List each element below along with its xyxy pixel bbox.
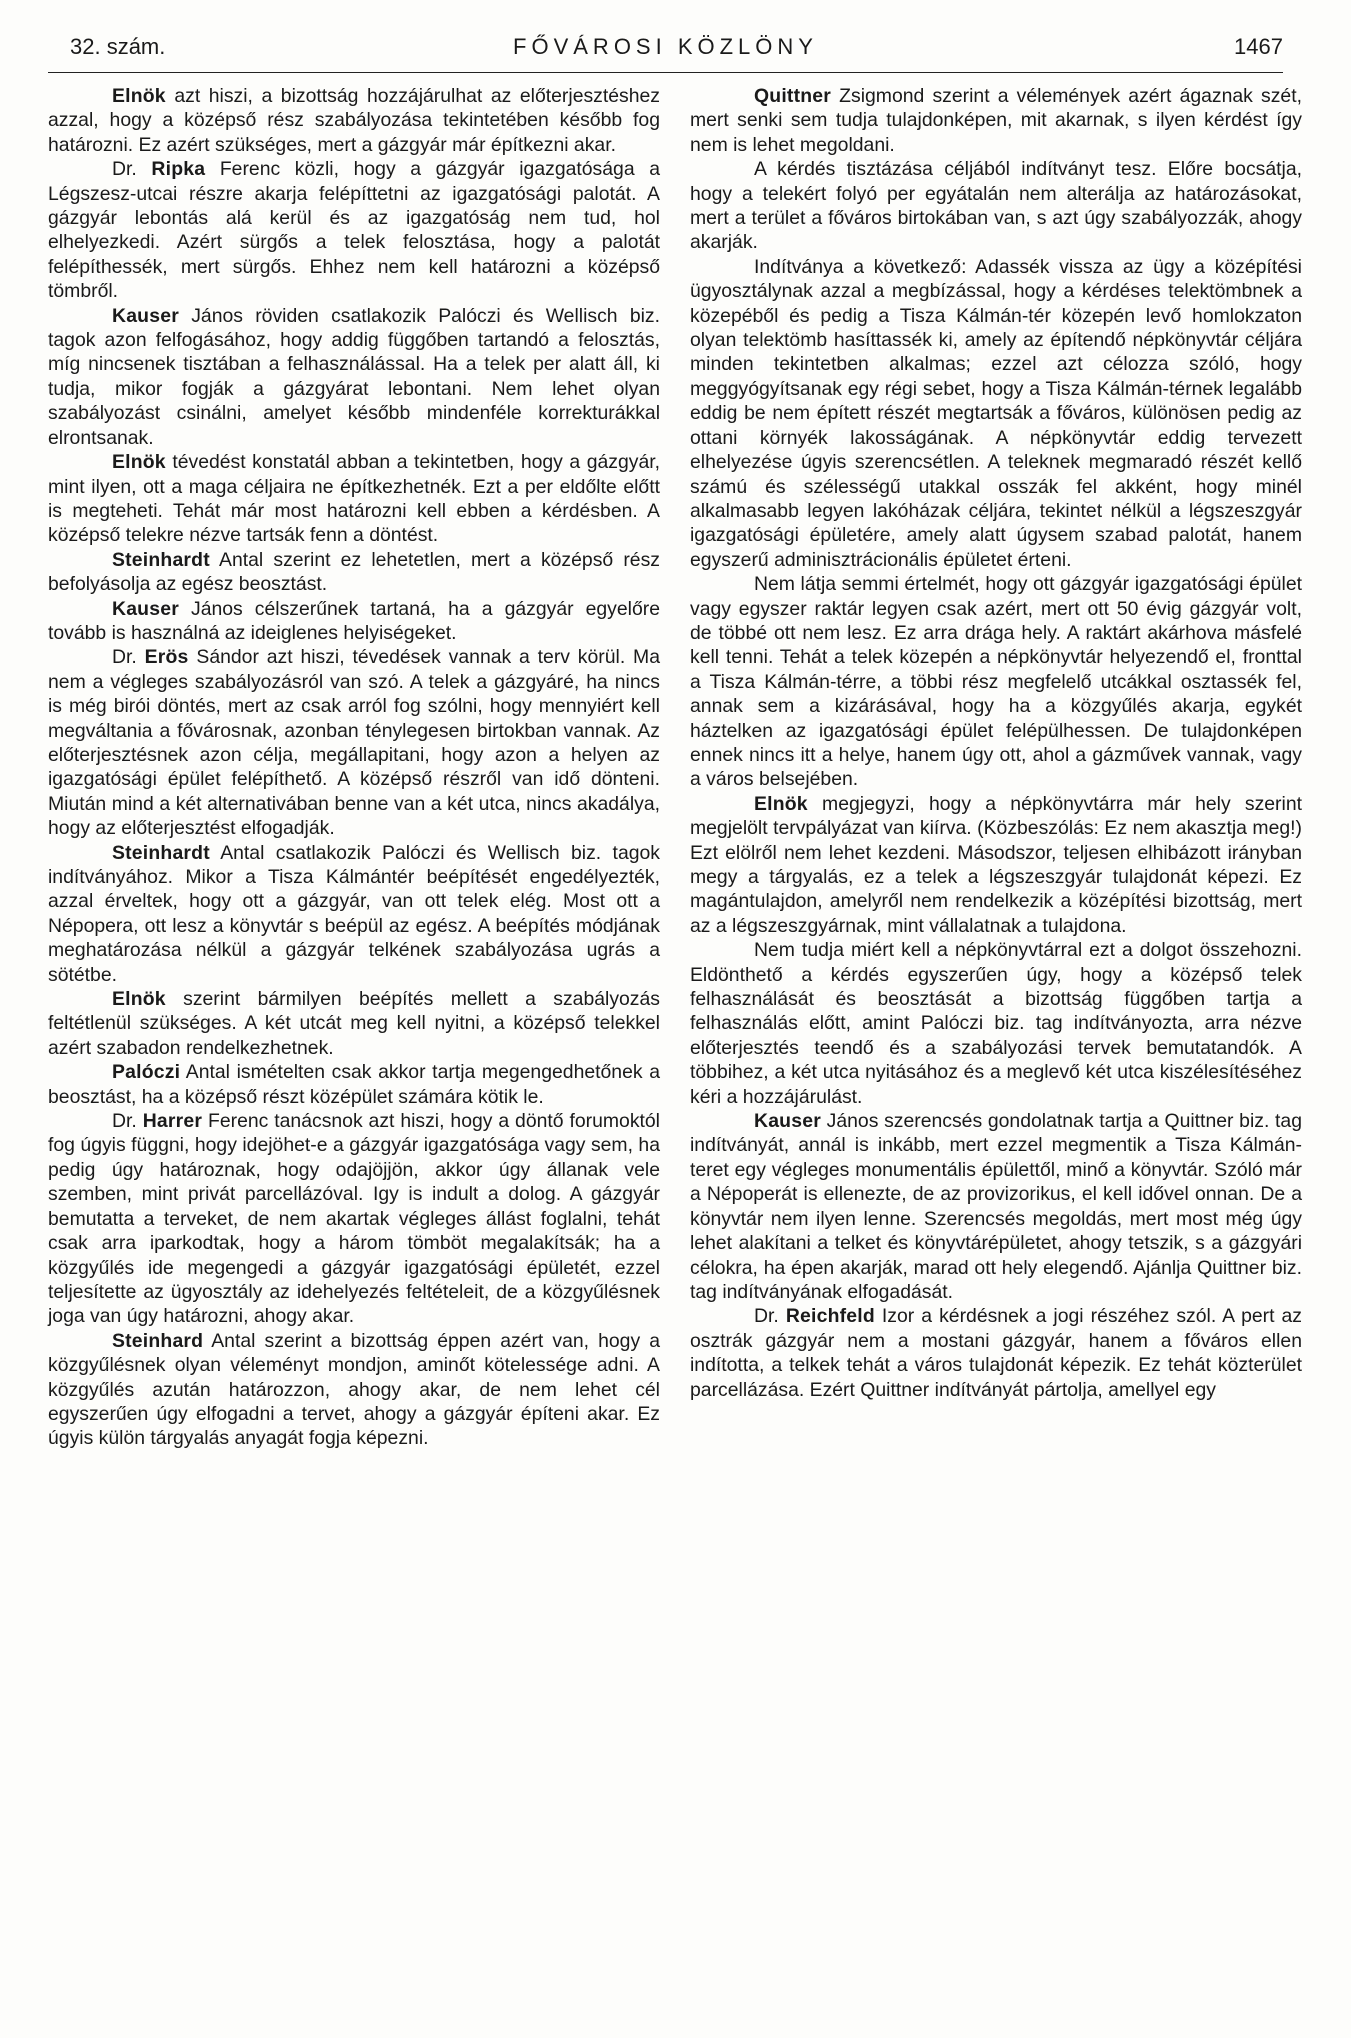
speaker-name: Elnök — [112, 85, 166, 107]
speaker-name: Palóczi — [112, 1061, 181, 1084]
speaker-name: Elnök — [112, 451, 166, 474]
speaker-name: Elnök — [112, 988, 166, 1011]
paragraph-text: Indítványa a következő: Adassék vissza az ügy a középítési ügyosztálynak azzal a megbízással, hogy a kérdéses telektömbnek a közepéből és pedig a Tisza Kálmán-tér közepén levő homlokzaton olyan telektömb hasíttassék ki, amely az építendő népkönyvtár céljára minden tekintetben alkalmas; ezzel azt célozza szóló, hogy meggyógyítsanak egy régi sebet, hogy a Tisza Kálmán-térnek legalább eddig be nem épített részét megtartsák a főváros, különösen pedig az ottani környék lakosságának. A népkönyvtár eddig tervezett elhelyezése úgyis szerencsétlen. A teleknek megmaradó részét kellő számú és szélességű utakkal osszák fel akként, hogy minél alkalmasabb legyen lakóházak céljára, tekintet nélkül a légszeszgyár igazgatósági épületére, amely alatt úgysem szabad palotát, hanem egyszerű adminisztrácionális épületet érteni. — [690, 255, 1302, 571]
paragraph-text: megjegyzi, hogy a népkönyvtárra már hely szerint megjelölt tervpályázat van kiírva. (Közbeszólás: Ez nem akasztja meg!) Ezt elölről nem lehet kezdeni. Másodszor, teljesen elhibázott irányban megy a tárgyalás, ez a telek a légszeszgyár tulajdonát képezi. Ez magántulajdon, amelyről nem rendelkezik a középítési bizottság, mert az a légszeszgyárnak, mint vállalatnak a tulajdona. — [690, 792, 1302, 937]
speaker-name: Quittner — [754, 85, 832, 107]
paragraph — [690, 255, 1302, 572]
speaker-name: Kauser — [754, 1110, 821, 1133]
paragraph — [48, 1329, 660, 1451]
paragraph — [48, 84, 660, 157]
paragraph-text: János röviden csatlakozik Palóczi és Wellisch biz. tagok azon felfogásához, hogy addig függőben tartandó a felosztás, míg nincsenek tisztában a felhasználással. Ha a telek per alatt áll, ki tudja, mikor fogják a gázgyárat lebontani. Nem lehet olyan szabályozást csinálni, amelyet később mindenféle korrekturákkal elrontsanak. — [48, 304, 660, 449]
page-header — [48, 30, 1283, 68]
paragraph-text: Sándor azt hiszi, tévedések vannak a terv körül. Ma nem a végleges szabályozásról van szó. A telek a gázgyáré, ha nincs is még birói döntés, mert az csak arról fog szólni, hogy mennyiért kell megváltania a fővárosnak, azonban ténylegesen birtokban vannak. Az előterjesztésnek azon célja, megállapitani, hogy azon a helyen az igazgatósági épület felépíthető. A középső részről van idő dönteni. Miután mind a két alternativában benne van a két utca, nincs akadálya, hogy az előterjesztést elfogadják. — [48, 646, 660, 840]
paragraph — [690, 157, 1302, 255]
paragraph — [48, 1060, 660, 1109]
speaker-name: Kauser — [112, 304, 179, 327]
right-column — [690, 84, 1302, 1402]
paragraph — [690, 84, 1302, 157]
paragraph-text: János célszerűnek tartaná, ha a gázgyár egyelőre tovább is használná az ideiglenes helyiségeket. — [48, 597, 660, 644]
speaker-title: Dr. — [754, 1305, 786, 1328]
paragraph-text: Ferenc tanácsnok azt hiszi, hogy a döntő forumoktól fog úgyis függni, hogy idejöhet-e a gázgyár igazgatósága vagy sem, ha pedig úgy határoznak, hogy odajöjjön, akkor úgy állanak vele szemben, mint privát parcellázóval. Igy is indult a dolog. A gázgyár bemutatta a terveket, de nem akartak végleges állást foglalni, tehát csak arra iparkodtak, hogy a három tömböt megalakítsák; ha a közgyűlés ide megengedi a gázgyár igazgatósági épületét, ezzel teljesítette az ügyosztály az idehelyezés feltételeit, de a közgyűlésnek joga van úgy határozni, ahogy akar. — [48, 1110, 660, 1328]
paragraph-text: tévedést konstatál abban a tekintetben, hogy a gázgyár, mint ilyen, ott a maga céljaira ne építkezhetnék. Ezt a per eldőlte előtt is megteheti. Tehát már most határozni kell ebben a kérdésben. A középső telekre nézve tartsák fenn a döntést. — [48, 451, 660, 547]
paragraph — [48, 841, 660, 987]
paragraph-text: Antal ismételten csak akkor tartja megengedhetőnek a beosztást, ha a középső részt középület számára kötik le. — [48, 1061, 660, 1108]
paragraph — [690, 1109, 1302, 1304]
paragraph — [690, 572, 1302, 792]
paragraph-text: Ferenc közli, hogy a gázgyár igazgatósága a Légszesz-utcai részre akarja felépíttetni az igazgatósági palotát. A gázgyár lebontás alá kerül és az igazgatóság nem tud, hol elhelyezkedi. Azért sürgős a telek felosztása, hogy a palotát felépíthessék, mert sürgős. Ehhez nem kell határozni a középső tömbről. — [48, 158, 661, 303]
page-number: 1467 — [1234, 34, 1283, 59]
paragraph — [48, 157, 660, 303]
left-column — [48, 84, 660, 1451]
paragraph-text: Nem tudja miért kell a népkönyvtárral ezt a dolgot összehozni. Eldönthető a kérdés egyszerűen úgy, hogy a középső telek felhasználását és beosztását a bizottság függőben tartja a felhasználás előtt, amint Palóczi biz. tag indítványozta, arra nézve előterjesztés teendő és a szabályozási tervek bemutatandók. A többihez, a két utca nyitásához és a meglevő két utca kiszélesítéséhez kéri a hozzájárulást. — [690, 939, 1302, 1108]
speaker-name: Steinhardt — [112, 841, 210, 864]
paragraph-text: Zsigmond szerint a vélemények azért ágaznak szét, mert senki sem tudja tulajdonképen, mit akarnak, s ilyen kérdést így nem is lehet megoldani. — [690, 85, 1302, 156]
speaker-title: Dr. — [112, 646, 145, 669]
paragraph-text: Antal szerint a bizottság éppen azért van, hogy a közgyűlésnek olyan véleményt mondjon, aminőt kötelessége adni. A közgyűlés azután határozzon, ahogy akar, de nem lehet cél egyszerűen úgy elfogadni a tervet, ahogy a gázgyár építeni akar. Ez úgyis külön tárgyalás anyagát fogja képezni. — [48, 1329, 660, 1450]
speaker-name: Harrer — [142, 1110, 203, 1133]
paragraph-text: Antal csatlakozik Palóczi és Wellisch biz. tagok indítványához. Mikor a Tisza Kálmántér beépítését engedélyezték, azzal érveltek, hogy ott a gázgyár, van ott telek elég. Most ott a Népopera, ott lesz a könyvtár s beépül az egész. A beépítés módjának meghatározása nélkül a gázgyár telkének szabályozása ugrás a sötétbe. — [48, 841, 660, 986]
speaker-name: Steinhard — [112, 1329, 204, 1352]
header-rule — [48, 72, 1283, 73]
paragraph — [48, 450, 660, 548]
paragraph — [48, 987, 660, 1060]
publication-title: FŐVÁROSI KÖZLÖNY — [513, 34, 818, 59]
paragraph — [690, 938, 1302, 1109]
speaker-title: Dr. — [112, 158, 152, 181]
paragraph-text: Izor a kérdésnek a jogi részéhez szól. A pert az osztrák gázgyár nem a mostani gázgyár, hanem a főváros ellen indította, a telkek tehát a város tulajdonát képezik. Ez tehát közterület parcellázása. Ezért Quittner indítványát pártolja, amellyel egy — [690, 1305, 1302, 1401]
speaker-name: Steinhardt — [112, 548, 210, 571]
paragraph — [48, 645, 660, 840]
speaker-title: Dr. — [112, 1110, 143, 1133]
speaker-name: Erös — [144, 646, 189, 669]
paragraph-text: azt hiszi, a bizottság hozzájárulhat az előterjesztéshez azzal, hogy a középső rész szabályozása tekintetében később fog határozni. Ez azért szükséges, mert a gázgyár már építkezni akar. — [48, 85, 660, 156]
speaker-name: Ripka — [151, 158, 206, 181]
paragraph — [690, 1304, 1302, 1402]
paragraph — [48, 597, 660, 646]
paragraph-text: Nem látja semmi értelmét, hogy ott gázgyár igazgatósági épület vagy egyszer raktár legyen csak azért, mert ott 50 évig gázgyár volt, de többé ott nem lesz. Ez arra drága hely. A raktárt akárhova másfelé kell tenni. Tehát a telek közepén a népkönyvtár helyezendő el, fronttal a Tisza Kálmán-térre, a többi rész megfelelő utcákkal osztassék fel, annak sem a kizárásával, hogy ha a közgyűlés akarja, egykét háztelken az igazgatósági épület felépülhessen. De tulajdonképen ennek nincs itt a helye, hanem úgy ott, ahol a gázművek vannak, vagy a város belsejében. — [690, 573, 1302, 791]
paragraph — [48, 304, 660, 450]
speaker-name: Reichfeld — [785, 1305, 875, 1328]
paragraph-text: szerint bármilyen beépítés mellett a szabályozás feltétlenül szükséges. A két utcát meg kell nyitni, a középső telekkel azért szabadon rendelkezhetnek. — [48, 988, 660, 1059]
issue-number: 32. szám. — [70, 34, 166, 59]
speaker-name: Elnök — [754, 792, 808, 815]
paragraph — [48, 1109, 660, 1329]
paragraph-text: A kérdés tisztázása céljából indítványt tesz. Előre bocsátja, hogy a telekért folyó per egyátalán nem alterálja az határozásokat, mert a terület a főváros birtokában van, s azt úgy szabályozzák, ahogy akarják. — [690, 158, 1302, 254]
paragraph-text: János szerencsés gondolatnak tartja a Quittner biz. tag indítványát, annál is inkább, mert ezzel megmentik a Tisza Kálmán-teret egy végleges monumentális épülettől, minő a könyvtár. Szóló már a Népoperát is ellenezte, de az provizorikus, el kell idővel onnan. De a könyvtár nem ilyen lenne. Szerencsés megoldás, mert most még úgy lehet alakítani a telket és könyvtárépületet, ahogy tetszik, s a gázgyári célokra, ha épen akarják, marad ott hely elegendő. Ajánlja Quittner biz. tag indítványának elfogadását. — [690, 1110, 1302, 1303]
paragraph — [690, 792, 1302, 938]
speaker-name: Kauser — [112, 597, 179, 620]
paragraph-text: Antal szerint ez lehetetlen, mert a középső rész befolyásolja az egész beosztást. — [48, 548, 660, 596]
paragraph — [48, 548, 660, 597]
